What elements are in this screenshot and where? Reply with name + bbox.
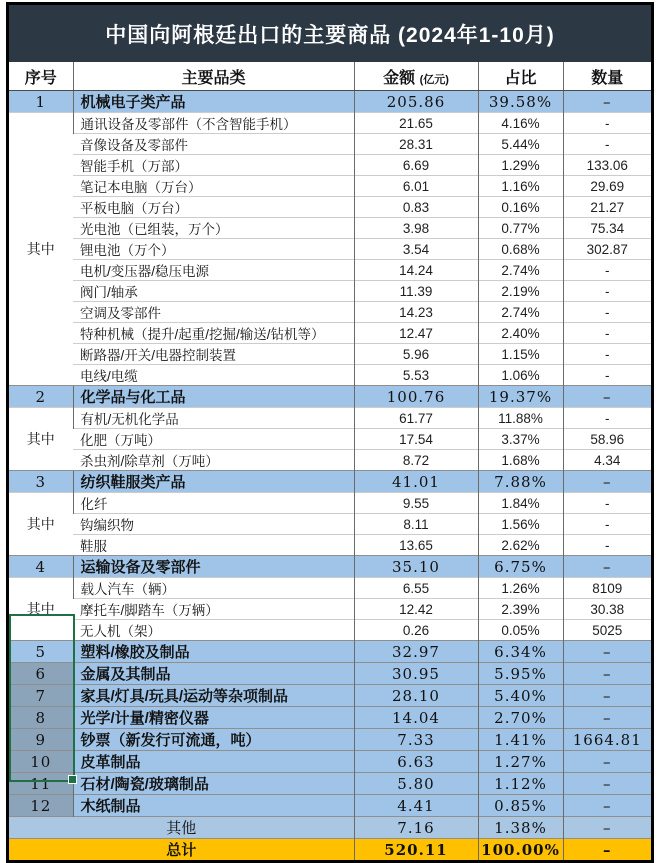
serial-cell[interactable]: 9	[9, 729, 73, 751]
share-cell[interactable]: 1.41%	[478, 729, 563, 751]
item-name-cell[interactable]: 杀虫剂/除草剂（万吨）	[73, 450, 354, 471]
share-cell[interactable]: 1.26%	[478, 578, 563, 599]
amount-cell[interactable]: 21.65	[354, 113, 478, 134]
amount-cell[interactable]: 14.24	[354, 260, 478, 281]
sub-row	[9, 281, 651, 302]
share-cell[interactable]: 2.74%	[478, 302, 563, 323]
category-row	[9, 556, 651, 578]
quantity-cell[interactable]: -	[563, 323, 651, 344]
amount-cell[interactable]: 5.53	[354, 365, 478, 386]
quantity-cell[interactable]: –	[563, 707, 651, 729]
share-cell[interactable]: 4.16%	[478, 113, 563, 134]
side-label-cell[interactable]: 其中	[9, 493, 73, 556]
quantity-cell[interactable]: –	[563, 471, 651, 493]
sub-row	[9, 514, 651, 535]
share-cell[interactable]: 2.39%	[478, 599, 563, 620]
sub-row	[9, 535, 651, 556]
share-cell[interactable]: 0.05%	[478, 620, 563, 641]
category-row	[9, 641, 651, 663]
share-cell[interactable]: 0.68%	[478, 239, 563, 260]
col-header-share[interactable]: 占比	[478, 62, 563, 91]
category-name-cell[interactable]: 金属及其制品	[73, 663, 354, 685]
item-name-cell[interactable]: 智能手机（万部）	[73, 155, 354, 176]
item-name-cell[interactable]: 鞋服	[73, 535, 354, 556]
header-row	[9, 62, 651, 91]
amount-cell[interactable]: 28.31	[354, 134, 478, 155]
data-table	[9, 62, 651, 860]
share-cell[interactable]: 6.34%	[478, 641, 563, 663]
quantity-cell[interactable]: -	[563, 365, 651, 386]
category-name-cell[interactable]: 皮革制品	[73, 751, 354, 773]
sub-row	[9, 218, 651, 239]
category-row	[9, 386, 651, 408]
category-row	[9, 729, 651, 751]
serial-cell[interactable]: 7	[9, 685, 73, 707]
table-title: 中国向阿根廷出口的主要商品 (2024年1-10月)	[9, 5, 651, 62]
other-row	[9, 817, 651, 839]
col-header-qty[interactable]: 数量	[563, 62, 651, 91]
serial-cell[interactable]: 10	[9, 751, 73, 773]
sub-row	[9, 323, 651, 344]
sub-row	[9, 599, 651, 620]
share-cell[interactable]: 39.58%	[478, 91, 563, 113]
amount-cell[interactable]: 205.86	[354, 91, 478, 113]
item-name-cell[interactable]: 锂电池（万个）	[73, 239, 354, 260]
sub-row	[9, 429, 651, 450]
amount-cell[interactable]: 6.55	[354, 578, 478, 599]
amount-cell[interactable]: 41.01	[354, 471, 478, 493]
category-row	[9, 795, 651, 817]
category-name-cell[interactable]: 木纸制品	[73, 795, 354, 817]
item-name-cell[interactable]: 特种机械（提升/起重/挖掘/输送/钻机等）	[73, 323, 354, 344]
col-header-amount[interactable]	[354, 62, 478, 91]
amount-cell[interactable]: 9.55	[354, 493, 478, 514]
serial-cell[interactable]: 2	[9, 386, 73, 408]
sub-row	[9, 620, 651, 641]
sub-row	[9, 239, 651, 260]
serial-cell[interactable]: 4	[9, 556, 73, 578]
amount-cell[interactable]: 17.54	[354, 429, 478, 450]
item-name-cell[interactable]: 电线/电缆	[73, 365, 354, 386]
amount-cell[interactable]: 0.26	[354, 620, 478, 641]
sub-row	[9, 408, 651, 429]
total-label-cell[interactable]: 总计	[9, 839, 354, 861]
sub-row	[9, 155, 651, 176]
other-label-cell[interactable]: 其他	[9, 817, 354, 839]
share-cell[interactable]: 100.00%	[478, 839, 563, 861]
share-cell[interactable]: 5.40%	[478, 685, 563, 707]
item-name-cell[interactable]: 音像设备及零部件	[73, 134, 354, 155]
amount-cell[interactable]: 14.04	[354, 707, 478, 729]
amount-cell[interactable]: 28.10	[354, 685, 478, 707]
item-name-cell[interactable]: 摩托车/脚踏车（万辆）	[73, 599, 354, 620]
amount-cell[interactable]: 35.10	[354, 556, 478, 578]
quantity-cell[interactable]: -	[563, 408, 651, 429]
sub-row	[9, 176, 651, 197]
quantity-cell[interactable]: -	[563, 281, 651, 302]
amount-cell[interactable]: 12.47	[354, 323, 478, 344]
share-cell[interactable]: 11.88%	[478, 408, 563, 429]
share-cell[interactable]: 6.75%	[478, 556, 563, 578]
amount-cell[interactable]: 3.98	[354, 218, 478, 239]
sub-row	[9, 197, 651, 218]
category-row	[9, 471, 651, 493]
share-cell[interactable]: 1.27%	[478, 751, 563, 773]
export-table	[6, 2, 654, 863]
amount-cell[interactable]: 32.97	[354, 641, 478, 663]
sub-row	[9, 493, 651, 514]
sub-row	[9, 260, 651, 281]
share-cell[interactable]: 2.19%	[478, 281, 563, 302]
share-cell[interactable]: 0.77%	[478, 218, 563, 239]
share-cell[interactable]: 1.12%	[478, 773, 563, 795]
quantity-cell[interactable]: -	[563, 514, 651, 535]
quantity-cell[interactable]: –	[563, 751, 651, 773]
amount-cell[interactable]: 4.41	[354, 795, 478, 817]
amount-cell[interactable]: 6.69	[354, 155, 478, 176]
quantity-cell[interactable]: –	[563, 663, 651, 685]
category-name-cell[interactable]: 化学品与化工品	[73, 386, 354, 408]
quantity-cell[interactable]: –	[563, 556, 651, 578]
quantity-cell[interactable]: 29.69	[563, 176, 651, 197]
amount-cell[interactable]: 6.01	[354, 176, 478, 197]
share-cell[interactable]: 7.88%	[478, 471, 563, 493]
share-cell[interactable]: 5.44%	[478, 134, 563, 155]
share-cell[interactable]: 1.29%	[478, 155, 563, 176]
item-name-cell[interactable]: 钩编织物	[73, 514, 354, 535]
share-cell[interactable]: 2.40%	[478, 323, 563, 344]
category-row	[9, 685, 651, 707]
category-name-cell[interactable]: 机械电子类产品	[73, 91, 354, 113]
item-name-cell[interactable]: 阀门/轴承	[73, 281, 354, 302]
amount-cell[interactable]: 13.65	[354, 535, 478, 556]
amount-header-label: 金额	[383, 69, 416, 87]
category-name-cell[interactable]: 运输设备及零部件	[73, 556, 354, 578]
amount-cell[interactable]: 100.76	[354, 386, 478, 408]
category-name-cell[interactable]: 家具/灯具/玩具/运动等杂项制品	[73, 685, 354, 707]
category-row	[9, 773, 651, 795]
sub-row	[9, 578, 651, 599]
category-row	[9, 663, 651, 685]
item-name-cell[interactable]: 笔记本电脑（万台）	[73, 176, 354, 197]
share-cell[interactable]: 0.16%	[478, 197, 563, 218]
side-label-cell[interactable]: 其中	[9, 408, 73, 471]
category-row	[9, 751, 651, 773]
sub-row	[9, 365, 651, 386]
quantity-cell[interactable]: –	[563, 795, 651, 817]
share-cell[interactable]: 1.38%	[478, 817, 563, 839]
item-name-cell[interactable]: 空调及零部件	[73, 302, 354, 323]
quantity-cell[interactable]: 58.96	[563, 429, 651, 450]
item-name-cell[interactable]: 断路器/开关/电器控制装置	[73, 344, 354, 365]
category-row	[9, 91, 651, 113]
item-name-cell[interactable]: 平板电脑（万台）	[73, 197, 354, 218]
quantity-cell[interactable]: -	[563, 302, 651, 323]
category-name-cell[interactable]: 光学/计量/精密仪器	[73, 707, 354, 729]
side-label-cell[interactable]: 其中	[9, 578, 73, 641]
quantity-cell[interactable]: –	[563, 839, 651, 861]
quantity-cell[interactable]: –	[563, 817, 651, 839]
category-name-cell[interactable]: 纺织鞋服类产品	[73, 471, 354, 493]
share-cell[interactable]: 2.62%	[478, 535, 563, 556]
quantity-cell[interactable]: –	[563, 685, 651, 707]
quantity-cell[interactable]: -	[563, 113, 651, 134]
amount-cell[interactable]: 30.95	[354, 663, 478, 685]
share-cell[interactable]: 3.37%	[478, 429, 563, 450]
amount-cell[interactable]: 0.83	[354, 197, 478, 218]
share-cell[interactable]: 1.15%	[478, 344, 563, 365]
quantity-cell[interactable]: -	[563, 134, 651, 155]
share-cell[interactable]: 0.85%	[478, 795, 563, 817]
item-name-cell[interactable]: 化肥（万吨）	[73, 429, 354, 450]
col-header-no[interactable]: 序号	[9, 62, 73, 91]
quantity-cell[interactable]: 1664.81	[563, 729, 651, 751]
item-name-cell[interactable]: 载人汽车（辆）	[73, 578, 354, 599]
amount-cell[interactable]: 12.42	[354, 599, 478, 620]
amount-cell[interactable]: 5.80	[354, 773, 478, 795]
item-name-cell[interactable]: 无人机（架）	[73, 620, 354, 641]
amount-cell[interactable]: 8.11	[354, 514, 478, 535]
sub-row	[9, 134, 651, 155]
share-cell[interactable]: 19.37%	[478, 386, 563, 408]
total-row	[9, 839, 651, 861]
serial-cell[interactable]: 8	[9, 707, 73, 729]
item-name-cell[interactable]: 光电池（已组装，万个）	[73, 218, 354, 239]
quantity-cell[interactable]: 5025	[563, 620, 651, 641]
share-cell[interactable]: 2.70%	[478, 707, 563, 729]
item-name-cell[interactable]: 电机/变压器/稳压电源	[73, 260, 354, 281]
share-cell[interactable]: 1.84%	[478, 493, 563, 514]
category-name-cell[interactable]: 塑料/橡胶及制品	[73, 641, 354, 663]
serial-cell[interactable]: 6	[9, 663, 73, 685]
amount-unit-label: (亿元)	[419, 73, 449, 86]
quantity-cell[interactable]: 75.34	[563, 218, 651, 239]
fill-handle[interactable]	[68, 775, 77, 784]
item-name-cell[interactable]: 化纤	[73, 493, 354, 514]
serial-cell[interactable]: 11	[9, 773, 73, 795]
share-cell[interactable]: 2.74%	[478, 260, 563, 281]
side-label-cell[interactable]: 其中	[9, 113, 73, 386]
amount-cell[interactable]: 7.33	[354, 729, 478, 751]
quantity-cell[interactable]: -	[563, 535, 651, 556]
category-name-cell[interactable]: 钞票（新发行可流通，吨）	[73, 729, 354, 751]
quantity-cell[interactable]: 4.34	[563, 450, 651, 471]
amount-cell[interactable]: 14.23	[354, 302, 478, 323]
quantity-cell[interactable]: -	[563, 493, 651, 514]
quantity-cell[interactable]: –	[563, 773, 651, 795]
item-name-cell[interactable]: 有机/无机化学品	[73, 408, 354, 429]
sub-row	[9, 302, 651, 323]
serial-cell[interactable]: 1	[9, 91, 73, 113]
amount-cell[interactable]: 520.11	[354, 839, 478, 861]
quantity-cell[interactable]: 302.87	[563, 239, 651, 260]
quantity-cell[interactable]: -	[563, 260, 651, 281]
share-cell[interactable]: 1.56%	[478, 514, 563, 535]
sub-row	[9, 113, 651, 134]
serial-cell[interactable]: 12	[9, 795, 73, 817]
amount-cell[interactable]: 7.16	[354, 817, 478, 839]
quantity-cell[interactable]: 133.06	[563, 155, 651, 176]
share-cell[interactable]: 5.95%	[478, 663, 563, 685]
share-cell[interactable]: 1.68%	[478, 450, 563, 471]
share-cell[interactable]: 1.06%	[478, 365, 563, 386]
amount-cell[interactable]: 8.72	[354, 450, 478, 471]
quantity-cell[interactable]: –	[563, 91, 651, 113]
serial-cell[interactable]: 3	[9, 471, 73, 493]
serial-cell[interactable]: 5	[9, 641, 73, 663]
amount-cell[interactable]: 6.63	[354, 751, 478, 773]
share-cell[interactable]: 1.16%	[478, 176, 563, 197]
item-name-cell[interactable]: 通讯设备及零部件（不含智能手机）	[73, 113, 354, 134]
amount-cell[interactable]: 3.54	[354, 239, 478, 260]
amount-cell[interactable]: 11.39	[354, 281, 478, 302]
sub-row	[9, 344, 651, 365]
quantity-cell[interactable]: –	[563, 641, 651, 663]
quantity-cell[interactable]: 21.27	[563, 197, 651, 218]
amount-cell[interactable]: 61.77	[354, 408, 478, 429]
sub-row	[9, 450, 651, 471]
category-name-cell[interactable]: 石材/陶瓷/玻璃制品	[73, 773, 354, 795]
quantity-cell[interactable]: 8109	[563, 578, 651, 599]
quantity-cell[interactable]: -	[563, 344, 651, 365]
amount-cell[interactable]: 5.96	[354, 344, 478, 365]
col-header-category[interactable]: 主要品类	[73, 62, 354, 91]
quantity-cell[interactable]: 30.38	[563, 599, 651, 620]
quantity-cell[interactable]: –	[563, 386, 651, 408]
category-row	[9, 707, 651, 729]
